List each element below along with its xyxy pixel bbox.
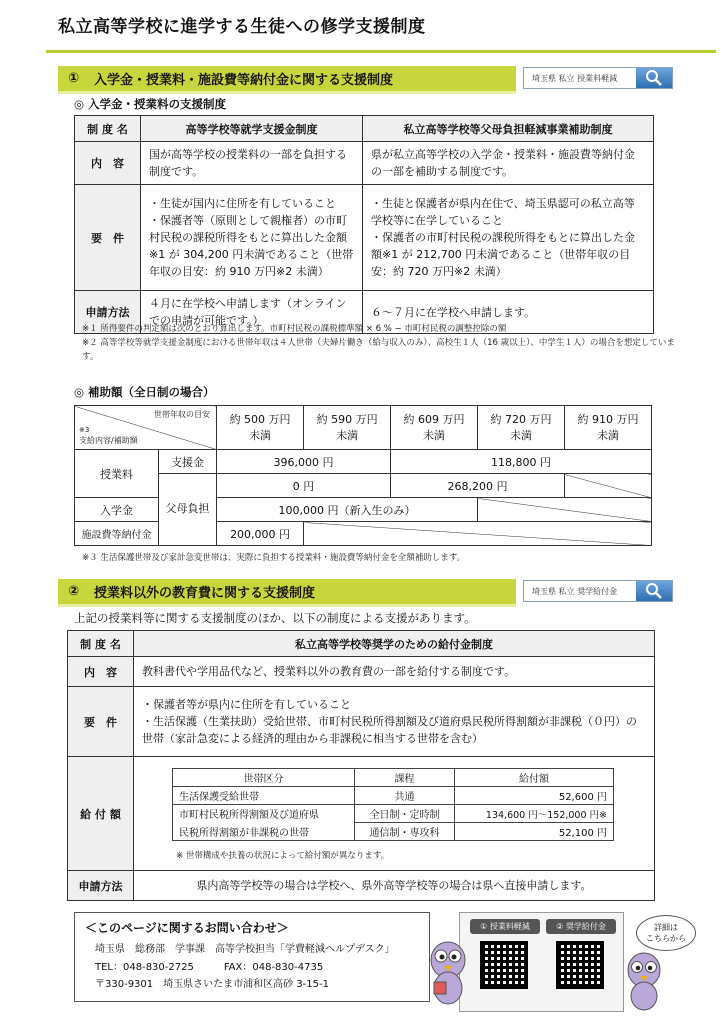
benefit-row3-cat: 民税所得割額が非課税の世帯 <box>173 823 355 841</box>
benefit-row2-cat: 市町村民税所得割額及び道府県 <box>173 805 355 823</box>
benefit-table <box>172 768 614 841</box>
label-support: 支援金 <box>159 450 217 474</box>
income-col-4: 約 720 万円未満 <box>478 406 565 450</box>
mascot-left-icon <box>426 938 470 1008</box>
req-b1: ・生徒と保護者が県内在住で、埼玉県認可の私立高等学校等に在学していること <box>371 196 635 228</box>
subhead-amount: ◎ 補助額（全日制の場合） <box>74 385 215 399</box>
req-a2: ・保護者等（原則として親権者）の市町村民税の課税所得をもとに算出した金額※1 が 304,200 円未満であること（世帯年収の目安：約 910 万円※2 未満） <box>149 214 354 279</box>
col-label: 制 度 名 <box>75 116 141 142</box>
bubble-text: 詳細は こちらから <box>646 923 686 944</box>
req-a <box>141 185 363 291</box>
income-col-1: 約 500 万円未満 <box>217 406 304 450</box>
entrance-val: 100,000 円（新入生のみ） <box>217 498 478 522</box>
parent-low: 0 円 <box>217 474 391 498</box>
section2-title: 授業料以外の教育費に関する支援制度 <box>94 586 316 601</box>
benefit-note: ※ 世帯構成や扶養の状況によって給付額が異なります。 <box>176 851 390 861</box>
support-low: 396,000 円 <box>217 450 391 474</box>
section1-title: 入学金・授業料・施設費等納付金に関する支援制度 <box>94 73 394 88</box>
benefit-row2-amount: 134,600 円～152,000 円※ <box>455 805 614 823</box>
corner-note: ※3 <box>79 426 90 434</box>
content-b: 県が私立高等学校の入学金・授業料・施設費等納付金の一部を補助する制度です。 <box>363 142 654 185</box>
search-query-scholarship: 埼玉県 私立 奨学給付金 <box>532 586 618 596</box>
qr-code-tuition[interactable] <box>480 941 528 989</box>
search-box-tuition[interactable] <box>523 67 673 89</box>
apply-b: ６～７月に在学校へ申請します。 <box>363 291 654 334</box>
apply-a: ４月に在学校へ申請します（オンラインでの申請が可能です。） <box>141 291 363 334</box>
row-facility: 施設費等納付金 <box>75 522 159 546</box>
benefit-row3-course: 通信制・専攻科 <box>355 823 455 841</box>
contact-line2: TEL：048-830-2725 FAX：048-830-4735 <box>95 961 324 973</box>
amount-table <box>74 405 652 546</box>
note-2: ※２ 高等学校等就学支援金制度における世帯年収は４人世帯（夫婦片働き（給与収入のみ）、高校生１人（16 歳以上）、中学生１人）の場合を想定しています。 <box>82 338 675 362</box>
support-system-table <box>74 115 654 334</box>
row-amount-label: 給 付 額 <box>68 757 134 871</box>
benefit-row1-amount: 52,600 円 <box>455 787 614 805</box>
row-req-label-2: 要 件 <box>68 687 134 757</box>
req-b2: ・保護者の市町村民税の課税所得をもとに算出した金額※1 が 212,700 円未満であること（世帯年収の目安：約 720 万円※2 未満） <box>371 231 635 279</box>
page-title: 私立高等学校に進学する生徒への修学支援制度 <box>58 17 426 37</box>
facility-val: 200,000 円 <box>217 522 304 546</box>
content-2: 教科書代や学用品代など、授業料以外の教育費の一部を給付する制度です。 <box>134 657 655 687</box>
qr-label-scholarship: ② 奨学給付金 <box>546 919 616 934</box>
content-a: 国が高等学校の授業料の一部を負担する制度です。 <box>141 142 363 185</box>
search-icon[interactable] <box>636 581 672 601</box>
search-query-tuition: 埼玉県 私立 授業料軽減 <box>532 73 618 83</box>
apply-2: 県内高等学校等の場合は学校へ、県外高等学校等の場合は県へ直接申請します。 <box>134 871 655 901</box>
na-cell-2 <box>478 498 652 522</box>
qr-code-scholarship[interactable] <box>556 941 604 989</box>
income-col-5: 約 910 万円未満 <box>564 406 651 450</box>
benefit-row2-course: 全日制・定時制 <box>355 805 455 823</box>
col-label-2: 制 度 名 <box>68 631 134 657</box>
contact-box <box>74 912 430 1002</box>
parent-high: 268,200 円 <box>391 474 565 498</box>
row-req-label: 要 件 <box>75 185 141 291</box>
mascot-right-icon <box>624 950 664 1012</box>
subhead-support: ◎ 入学金・授業料の支援制度 <box>74 97 227 111</box>
corner-top: 世帯年収の目安 <box>154 410 210 419</box>
section2-intro: 上記の授業料等に関する支援制度のほか、以下の制度による支援があります。 <box>74 611 476 625</box>
support-high: 118,800 円 <box>391 450 652 474</box>
qr-panel <box>459 912 624 1012</box>
section1-header <box>58 66 516 91</box>
row-content-label: 内 容 <box>75 142 141 185</box>
req-a1: ・生徒が国内に住所を有していること <box>149 196 336 210</box>
col-b: 私立高等学校等父母負担軽減事業補助制度 <box>363 116 654 142</box>
title-rule <box>46 50 716 53</box>
search-icon[interactable] <box>636 68 672 88</box>
section1-strip <box>58 91 516 94</box>
row-tuition: 授業料 <box>75 450 159 498</box>
na-cell-3 <box>304 522 652 546</box>
row-apply-label-2: 申請方法 <box>68 871 134 901</box>
section2-header <box>58 579 516 604</box>
req-2-2: ・生活保護（生業扶助）受給世帯、市町村民税所得割額及び道府県民税所得割額が非課税（０円）の世帯（家計急変による経済的理由から非課税に相当する世帯を含む） <box>142 714 637 746</box>
note-3: ※３ 生活保護世帯及び家計急変世帯は、実際に負担する授業料・施設費等納付金を全額補助します。 <box>82 553 466 563</box>
col-a-2: 私立高等学校等奨学のための給付金制度 <box>134 631 655 657</box>
qr-label-tuition: ① 授業料軽減 <box>470 919 540 934</box>
corner-cell <box>75 406 217 450</box>
benefit-hdr-course: 課程 <box>355 769 455 787</box>
contact-line3: 〒330-9301 埼玉県さいたま市浦和区高砂 3-15-1 <box>95 979 329 990</box>
req-2 <box>134 687 655 757</box>
section2-number: ② <box>68 584 80 599</box>
benefit-row1-course: 共通 <box>355 787 455 805</box>
benefit-hdr-amount: 給付額 <box>455 769 614 787</box>
benefit-row1-cat: 生活保護受給世帯 <box>173 787 355 805</box>
income-col-2: 約 590 万円未満 <box>304 406 391 450</box>
section1-number: ① <box>68 71 80 86</box>
contact-line1: 埼玉県 総務部 学事課 高等学校担当「学費軽減ヘルプデスク」 <box>95 944 395 955</box>
col-a: 高等学校等就学支援金制度 <box>141 116 363 142</box>
row-apply-label: 申請方法 <box>75 291 141 334</box>
section2-strip <box>58 604 516 607</box>
contact-heading: ＜このページに関するお問い合わせ＞ <box>85 921 289 935</box>
benefit-hdr-category: 世帯区分 <box>173 769 355 787</box>
row-content-label-2: 内 容 <box>68 657 134 687</box>
row-entrance: 入学金 <box>75 498 159 522</box>
na-cell-1 <box>564 474 651 498</box>
benefit-row3-amount: 52,100 円 <box>455 823 614 841</box>
label-parent: 父母負担 <box>159 474 217 546</box>
speech-bubble <box>636 915 696 951</box>
note-1: ※１ 所得要件の判定額は次のとおり算出します。市町村民税の課税標準額 × 6 % − 市町村民税の調整控除の額 <box>82 324 507 334</box>
income-col-3: 約 609 万円未満 <box>391 406 478 450</box>
corner-bottom: 支給内容/補助額 <box>79 436 138 445</box>
search-box-scholarship[interactable] <box>523 580 673 602</box>
req-b <box>363 185 654 291</box>
req-2-1: ・保護者等が県内に住所を有していること <box>142 697 351 711</box>
